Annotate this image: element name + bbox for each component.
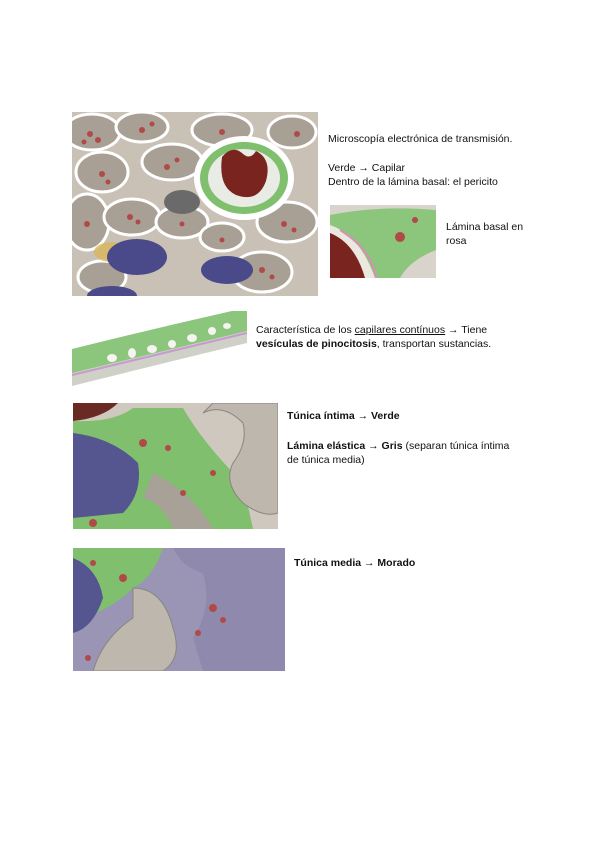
caption-continuous-capillaries bbox=[256, 323, 487, 337]
caption-pinocytosis-tail: , transportan sustancias. bbox=[376, 338, 492, 350]
caption-pinocytosis-bold: vesículas de pinocitosis bbox=[256, 338, 377, 350]
caption-elastic-lamina bbox=[287, 439, 509, 453]
caption-pinocytosis bbox=[256, 337, 491, 351]
caption-continuous-underlined: capilares contínuos bbox=[354, 324, 446, 336]
caption-tunica-media: Túnica media → Morado bbox=[294, 557, 416, 569]
caption-continuous-pre: Característica de los bbox=[256, 324, 355, 336]
caption-tunica-intima: Túnica íntima → Verde bbox=[287, 410, 400, 422]
micrograph-tunica-media bbox=[73, 548, 285, 671]
caption-elastic-line3: de túnica media) bbox=[287, 454, 365, 466]
caption-continuous-post: → Tiene bbox=[445, 324, 488, 336]
caption-elastic-bold: Lámina elástica → Gris bbox=[287, 440, 403, 452]
caption-green-capillary: Verde → Capilar bbox=[328, 162, 406, 174]
caption-pink: rosa bbox=[446, 235, 467, 247]
micrograph-capillary bbox=[72, 112, 318, 296]
caption-tem: Microscopía electrónica de transmisión. bbox=[328, 133, 513, 145]
caption-elastic-rest: (separan túnica íntima bbox=[402, 440, 510, 452]
micrograph-vesicles bbox=[72, 311, 247, 386]
micrograph-basal-lamina bbox=[330, 205, 436, 278]
caption-pericyte: Dentro de la lámina basal: el pericito bbox=[328, 176, 498, 188]
micrograph-tunica-intima bbox=[73, 403, 278, 529]
caption-basal-lamina: Lámina basal en bbox=[446, 221, 524, 233]
